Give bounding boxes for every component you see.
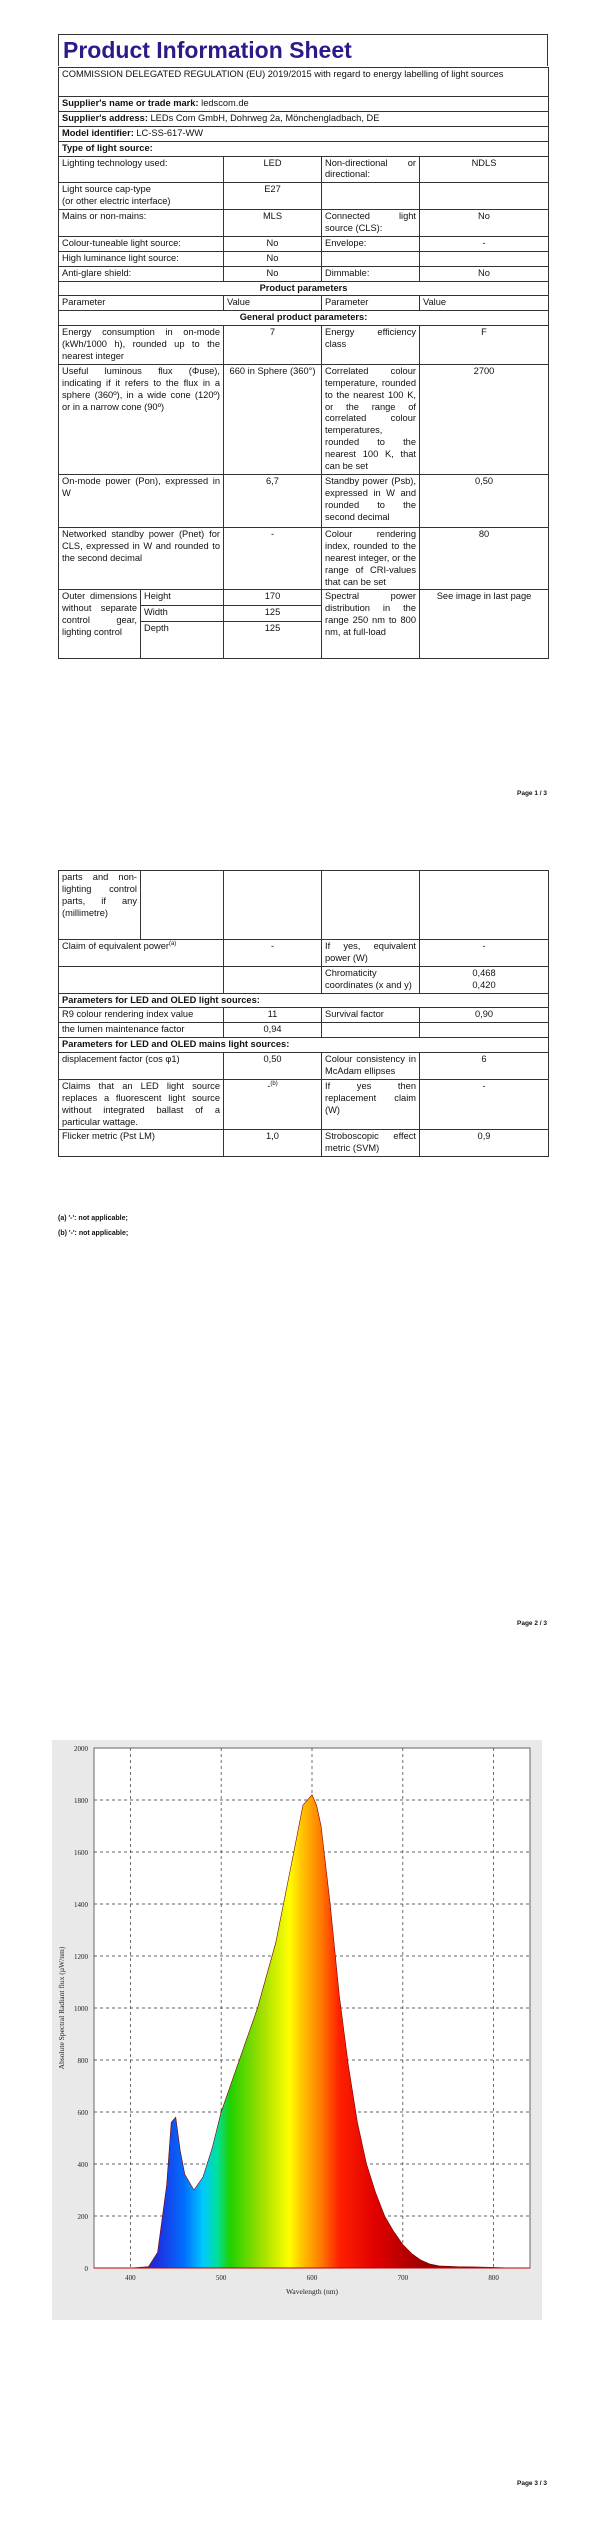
model-label: Model identifier: [62,127,134,138]
height-label: Height [141,590,224,606]
colour-tune-label: Colour-tuneable light source: [59,236,224,251]
outer-dims-label-p2: parts and non-lighting control parts, if any (millimetre) [59,871,141,940]
mcadam-value: 6 [420,1053,549,1080]
supplier-name-row [59,97,549,112]
svm-value: 0,9 [420,1130,549,1157]
x-tick-label: 500 [215,2274,227,2282]
x-tick-label: 700 [397,2274,409,2282]
equiv-power-text: Claim of equivalent power [62,941,169,952]
page-1 [0,0,595,820]
high-lum-label: High luminance light source: [59,251,224,266]
on-power-label: On-mode power (Pon), expressed in W [59,474,224,527]
y-tick-label: 800 [77,2057,88,2065]
energy-class-value: F [420,326,549,365]
col-value-1: Value [224,296,322,311]
cls-label: Connected light source (CLS): [322,210,420,237]
col-parameter-2: Parameter [322,296,420,311]
fluorescent-claim-label: Claims that an LED light source replaces a fluorescent light source without integrated ballast of a particular wattage. [59,1079,224,1130]
mains-label: Mains or non-mains: [59,210,224,237]
net-standby-label: Networked standby power (Pnet) for CLS, expressed in W and rounded to the second decimal [59,527,224,589]
page-number-2: Page 2 / 3 [517,1620,547,1627]
chromaticity-value [420,966,549,993]
displacement-label: displacement factor (cos φ1) [59,1053,224,1080]
cap-type-line-1: Light source cap-type [62,184,151,195]
y-tick-label: 1600 [74,1849,88,1857]
mains-value: MLS [224,210,322,237]
page-number-3: Page 3 / 3 [517,2480,547,2487]
flux-value: 660 in Sphere (360°) [224,364,322,474]
y-tick-label: 1400 [74,1901,88,1909]
energy-class-label: Energy efficiency class [322,326,420,365]
flicker-value: 1,0 [224,1130,322,1157]
chromaticity-label: Chromaticity coordinates (x and y) [322,966,420,993]
width-value: 125 [224,606,322,622]
x-tick-label: 400 [125,2274,136,2282]
if-yes-power-value: - [420,940,549,967]
standby-value: 0,50 [420,474,549,527]
fluorescent-claim-value [224,1079,322,1130]
cri-label: Colour rendering index, rounded to the nearest integer, or the range of CRI-values that can be set [322,527,420,589]
cap-type-line-2: (or other electric interface) [62,196,171,207]
x-tick-label: 800 [488,2274,499,2282]
cct-label: Correlated colour temperature, rounded to the nearest 100 K, or the range of correlated colour temperatures, rounded to the nearest 100 K, that can be set [322,364,420,474]
outer-dims-label-p1: Outer dimensions without separate control gear, lighting control [59,590,141,659]
product-info-table [58,67,549,659]
depth-label: Depth [141,622,224,659]
flicker-label: Flicker metric (Pst LM) [59,1130,224,1157]
chromaticity-x: 0,468 [472,967,496,978]
displacement-value: 0,50 [224,1053,322,1080]
model-value: LC-SS-617-WW [136,127,204,138]
supplier-name-value: ledscom.de [201,98,249,108]
general-parameters-heading: General product parameters: [59,311,549,326]
cls-value: No [420,210,549,237]
footnote-b: (b) '-': not applicable; [58,1230,129,1237]
type-label: Type of light source: [59,141,549,156]
equiv-power-label [59,940,224,967]
height-value: 170 [224,590,322,606]
regulation-text: COMMISSION DELEGATED REGULATION (EU) 2019/2015 with regard to energy labelling of light sources [59,68,549,97]
anti-glare-value: No [224,266,322,281]
envelope-label: Envelope: [322,236,420,251]
x-axis-label: Wavelength (nm) [285,2287,339,2296]
survival-label: Survival factor [322,1008,420,1023]
supplier-name-label: Supplier's name or trade mark: [62,98,199,108]
spectral-label: Spectral power distribution in the range 250 nm to 800 nm, at full-load [322,590,420,659]
on-power-value: 6,7 [224,474,322,527]
net-standby-value: - [224,527,322,589]
svm-label: Stroboscopic effect metric (SVM) [322,1130,420,1157]
cri-value: 80 [420,527,549,589]
supplier-address-value: LEDs Com GmbH, Dohrweg 2a, Mönchengladbach, DE [150,112,380,123]
led-oled-mains-heading: Parameters for LED and OLED mains light sources: [59,1038,549,1053]
colour-tune-value: No [224,236,322,251]
if-yes-power-label: If yes, equivalent power (W) [322,940,420,967]
supplier-address-row [59,111,549,126]
y-tick-label: 600 [77,2109,88,2117]
anti-glare-label: Anti-glare shield: [59,266,224,281]
cap-type-label [59,183,224,210]
replacement-value: - [420,1079,549,1130]
survival-value: 0,90 [420,1008,549,1023]
page-2 [0,870,595,1660]
width-label: Width [141,606,224,622]
dimmable-label: Dimmable: [322,266,420,281]
lighting-tech-label: Lighting technology used: [59,156,224,183]
equiv-power-value: - [224,940,322,967]
spectral-power-chart [52,1740,542,2320]
lighting-tech-value: LED [224,156,322,183]
depth-value: 125 [224,622,322,659]
non-dir-value: NDLS [420,156,549,183]
fluorescent-claim-sup: (b) [270,1080,278,1087]
y-tick-label: 200 [77,2213,88,2221]
y-tick-label: 2000 [74,1745,88,1753]
led-oled-heading: Parameters for LED and OLED light sources: [59,993,549,1008]
y-tick-label: 1000 [74,2005,88,2013]
col-value-2: Value [420,296,549,311]
y-tick-label: 1800 [74,1797,88,1805]
page-number-1: Page 1 / 3 [517,790,547,797]
chromaticity-y: 0,420 [472,979,496,990]
lumen-maint-value: 0,94 [224,1023,322,1038]
cct-value: 2700 [420,364,549,474]
product-parameters-heading: Product parameters [59,281,549,296]
col-parameter-1: Parameter [59,296,224,311]
lumen-maint-label: the lumen maintenance factor [59,1023,224,1038]
dimmable-value: No [420,266,549,281]
y-axis-label: Absolute Spectral Radiant flux (µW/nm) [57,1946,66,2070]
product-info-table-continued [58,870,549,1157]
y-tick-label: 1200 [74,1953,88,1961]
footnote-a: (a) '-': not applicable; [58,1215,128,1222]
supplier-address-label: Supplier's address: [62,112,148,123]
equiv-power-sup: (a) [168,941,177,947]
y-tick-label: 0 [84,2265,88,2273]
flux-label: Useful luminous flux (Φuse), indicating if it refers to the flux in a sphere (360º), in a wide cone (120º) or in a narrow cone (90º) [59,364,224,474]
replacement-label: If yes then replacement claim (W) [322,1079,420,1130]
energy-consumption-value: 7 [224,326,322,365]
energy-consumption-label: Energy consumption in on-mode (kWh/1000 h), rounded up to the nearest integer [59,326,224,365]
high-lum-value: No [224,251,322,266]
cap-type-value: E27 [224,183,322,210]
mcadam-label: Colour consistency in McAdam ellipses [322,1053,420,1080]
model-row [59,126,549,141]
r9-value: 11 [224,1008,322,1023]
standby-label: Standby power (Psb), expressed in W and rounded to the second decimal [322,474,420,527]
fluorescent-claim-text: - [267,1081,271,1091]
envelope-value: - [420,236,549,251]
spectral-value: See image in last page [420,590,549,659]
r9-label: R9 colour rendering index value [59,1008,224,1023]
x-tick-label: 600 [306,2274,318,2282]
non-dir-label: Non-directional or directional: [322,156,420,183]
y-tick-label: 400 [77,2161,88,2169]
document-title: Product Information Sheet [58,34,548,66]
page-3 [0,1700,595,2526]
